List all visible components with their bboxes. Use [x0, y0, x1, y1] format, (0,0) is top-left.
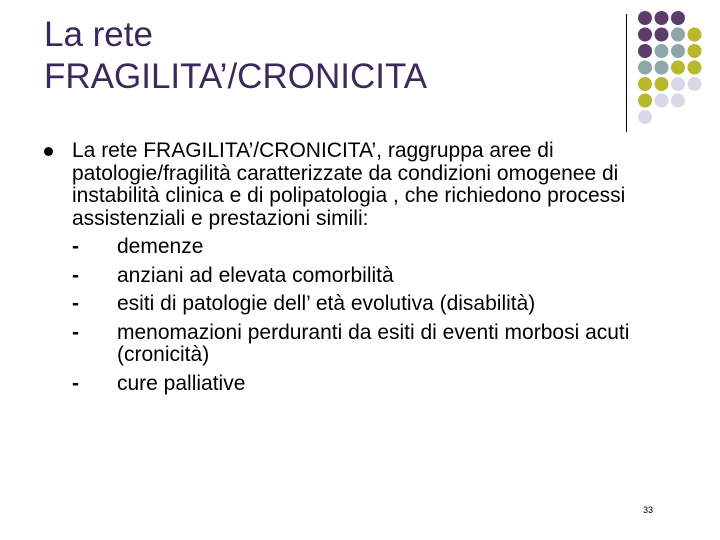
list-item-text: demenze — [117, 235, 204, 258]
decorative-dot — [688, 44, 702, 58]
decorative-dot — [688, 28, 702, 42]
decorative-dot — [655, 44, 669, 58]
decorative-dot — [671, 44, 685, 58]
list-item-text: menomazioni perduranti da esiti di eventi morbosi acuti (cronicità) — [117, 320, 630, 366]
decorative-dot — [671, 61, 685, 75]
decorative-dot-grid — [0, 0, 720, 140]
decorative-dot — [638, 77, 652, 91]
decorative-dot — [655, 28, 669, 42]
title-line-2: FRAGILITA’/CRONICITA — [44, 57, 428, 96]
decorative-dot — [655, 11, 669, 25]
dash-marker: - — [72, 292, 79, 315]
decorative-dot — [638, 110, 652, 124]
decorative-dot — [671, 28, 685, 42]
list-item-text: cure palliative — [117, 371, 246, 395]
dash-marker: - — [72, 235, 79, 258]
decorative-dot — [688, 77, 702, 91]
decorative-dot — [638, 61, 652, 75]
decorative-dot — [688, 61, 702, 75]
dash-marker: - — [72, 371, 79, 395]
list-item — [72, 373, 682, 396]
decorative-dot — [671, 94, 685, 108]
decorative-dot — [638, 44, 652, 58]
title-line-1: La rete — [44, 15, 153, 54]
page-number: 33 — [643, 505, 654, 515]
decorative-dot — [671, 11, 685, 25]
list-item — [72, 293, 682, 316]
list-item — [72, 322, 682, 367]
decorative-dot — [671, 77, 685, 91]
decorative-dot — [655, 77, 669, 91]
decorative-dot — [638, 28, 652, 42]
decorative-dot — [655, 61, 669, 75]
list-item — [72, 265, 682, 288]
decorative-dot — [655, 94, 669, 108]
list-item-text: esiti di patologie dell’ età evolutiva (disabilità) — [117, 292, 536, 315]
list-item — [72, 236, 682, 259]
list-item-text: anziani ad elevata comorbilità — [117, 263, 394, 287]
decorative-dot — [638, 11, 652, 25]
intro-text: La rete FRAGILITA’/CRONICITA’, raggruppa aree di patologie/fragilità caratterizzate da condizioni omogenee di instabilità clinica e di polipatologia , che richiedono processi assistenziali e prestazioni simili: — [72, 139, 626, 230]
bullet-dot-icon — [44, 147, 53, 156]
dash-marker: - — [72, 263, 79, 287]
dash-marker: - — [72, 320, 79, 344]
bullet-paragraph — [72, 140, 682, 395]
decorative-dot — [638, 94, 652, 108]
